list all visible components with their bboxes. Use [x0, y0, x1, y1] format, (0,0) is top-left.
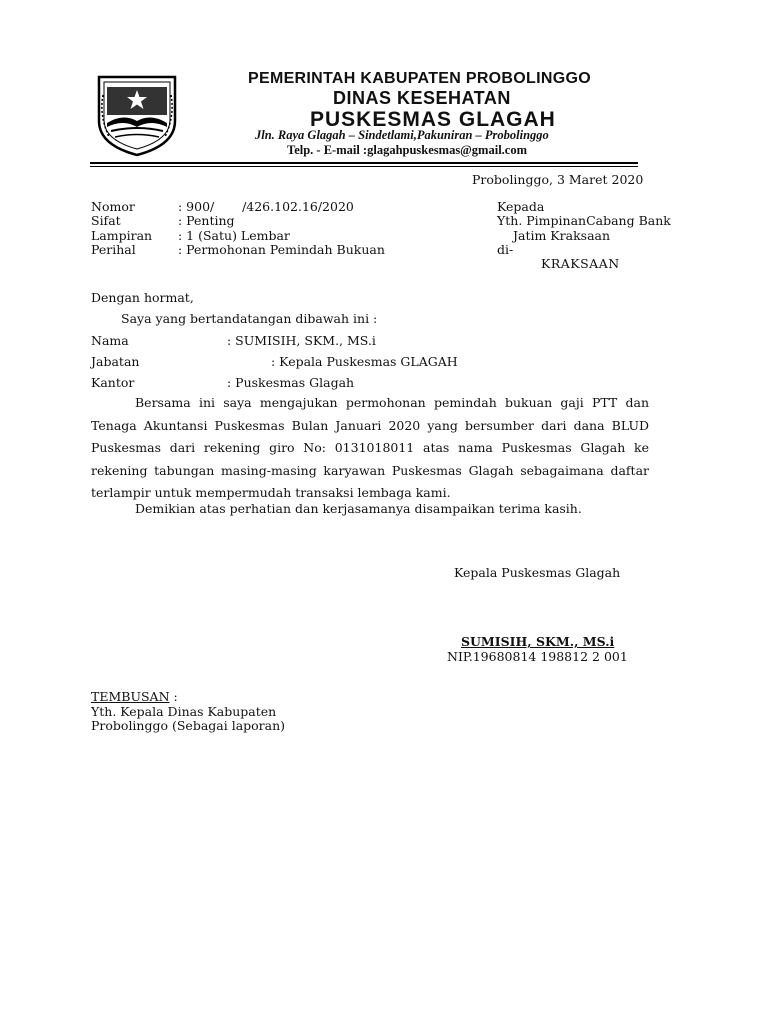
signature-nip: NIP.19680814 198812 2 001: [447, 649, 628, 664]
recipient-branch: Jatim Kraksaan: [513, 228, 611, 243]
intro-line: Saya yang bertandatangan dibawah ini :: [121, 311, 378, 326]
meta-value-nomor: : 900/ /426.102.16/2020: [178, 199, 354, 214]
letterhead-contact: Telp. - E-mail :glagahpuskesmas@gmail.com: [287, 143, 528, 157]
meta-value-lampiran: : 1 (Satu) Lembar: [178, 228, 290, 243]
meta-label-nomor: Nomor: [91, 199, 135, 214]
meta-value-perihal: : Permohonan Pemindah Bukuan: [178, 242, 385, 257]
signature-title: Kepala Puskesmas Glagah: [454, 565, 621, 580]
meta-value-sifat: : Penting: [178, 213, 235, 228]
closing-paragraph: Demikian atas perhatian dan kerjasamanya disampaikan terima kasih.: [135, 501, 582, 516]
body-paragraph: Bersama ini saya mengajukan permohonan pemindah bukuan gaji PTT dan Tenaga Akuntansi Puskesmas Bulan Januari 2020 yang bersumber dari dana BLUD Puskesmas dari rekening giro No: 0131018011 atas nama Puskesmas Glagah ke rekening tabungan masing-masing karyawan Puskesmas Glagah sebagaimana daftar terlampir untuk mempermudah transaksi lembaga kami.: [91, 395, 649, 500]
letterhead-address: Jln. Raya Glagah – Sindetlami,Pakuniran – Probolinggo: [255, 128, 549, 142]
regency-emblem-logo: [93, 75, 181, 157]
field-value-jabatan: : Kepala Puskesmas GLAGAH: [271, 354, 458, 369]
meta-label-lampiran: Lampiran: [91, 228, 153, 243]
letterhead-rule-thin: [90, 166, 638, 167]
meta-label-sifat: Sifat: [91, 213, 121, 228]
recipient-di: di-: [497, 242, 514, 257]
tembusan-colon: :: [169, 689, 178, 704]
letter-date: Probolinggo, 3 Maret 2020: [472, 172, 644, 187]
recipient-bank: Yth. PimpinanCabang Bank: [497, 213, 671, 228]
salutation: Dengan hormat,: [91, 290, 194, 305]
tembusan-line2: Probolinggo (Sebagai laporan): [91, 718, 286, 733]
letterhead-government: PEMERINTAH KABUPATEN PROBOLINGGO: [248, 70, 591, 87]
meta-label-perihal: Perihal: [91, 242, 136, 257]
field-label-kantor: Kantor: [91, 375, 135, 390]
field-value-nama: : SUMISIH, SKM., MS.i: [227, 333, 376, 348]
field-value-kantor: : Puskesmas Glagah: [227, 375, 355, 390]
signature-name: SUMISIH, SKM., MS.i: [461, 634, 615, 649]
field-label-nama: Nama: [91, 333, 129, 348]
field-label-jabatan: Jabatan: [91, 354, 140, 369]
tembusan-line1: Yth. Kepala Dinas Kabupaten: [91, 704, 277, 719]
letterhead-department: DINAS KESEHATAN: [333, 88, 511, 108]
letterhead-rule-thick: [90, 162, 638, 164]
recipient-kepada: Kepada: [497, 199, 545, 214]
tembusan-heading: TEMBUSAN: [91, 689, 170, 704]
letterhead-institution: PUSKESMAS GLAGAH: [310, 108, 556, 131]
recipient-city: KRAKSAAN: [541, 256, 620, 271]
